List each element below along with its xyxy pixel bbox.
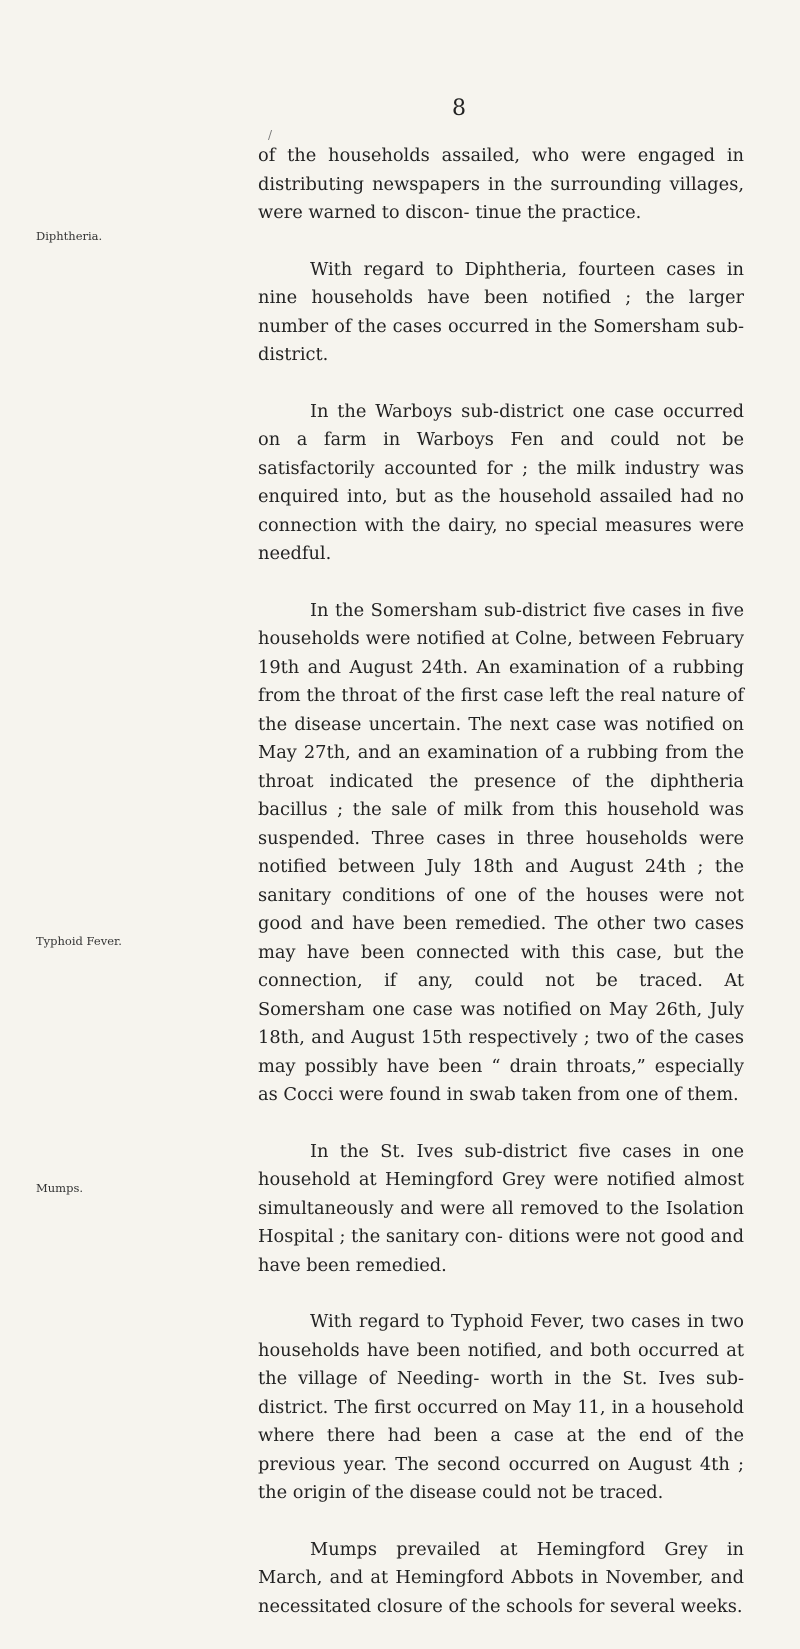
margin-note-typhoid-fever: Typhoid Fever. [36,934,122,948]
body-text [258,142,744,1649]
margin-note-diphtheria: Diphtheria. [36,229,103,243]
paragraph-warboys: In the Warboys sub-district one case occurred on a farm in Warboys Fen and could not be satisfactorily accounted for ; the milk industry was enquired into, but as the household assailed had no connection with the dairy, no special measures were needful. [258,400,744,564]
paragraph-somersham: In the Somersham sub-district five cases in five households were notified at Colne, between February 19th and August 24th. An examination of a rubbing from the throat of the first case left the real nature of the disease uncertain. The next case was notified on May 27th, and an examination of a rubbing from the throat indicated the presence of the diphtheria bacillus ; the sale of milk from this household was suspended. Three cases in three households were notified between July 18th and August 24th ; the sanitary conditions of one of the houses were not good and have been remedied. The other two cases may have been connected with this case, but the connection, if any, could not be traced. At Somersham one case was notified on May 26th, July 18th, and August 15th respectively ; two of the cases may possibly have been “ drain throats,” especially as Cocci were found in swab taken from one of them. [258,599,744,1105]
paragraph-typhoid-fever: With regard to Typhoid Fever, two cases in two households have been notified, and both occurred at the village of Needing- worth in the St. Ives sub-district. The first occurred on May 11, in a household where there had been a case at the end of the previous year. The second occurred on August 4th ; the origin of the disease could not be traced. [258,1311,744,1503]
page-number: 8 [452,96,466,121]
paragraph-mumps: Mumps prevailed at Hemingford Grey in March, and at Hemingford Abbots in November, and necessitated closure of the schools for several weeks. [258,1538,744,1617]
margin-note-mumps: Mumps. [36,1181,84,1195]
paragraph-diphtheria-summary: With regard to Diphtheria, fourteen cases in nine households have been notified ; the larger number of the cases occurred in the Somersham sub-district. [258,258,744,365]
paragraph-st-ives: In the St. Ives sub-district five cases in one household at Hemingford Grey were notified almost simultaneously and were all removed to the Isolation Hospital ; the sanitary con- ditions were not good and have been remedied. [258,1140,744,1276]
stray-mark: / [268,128,273,142]
paragraph-households-warned: of the households assailed, who were engaged in distributing newspapers in the surrounding villages, were warned to discon- tinue the practice. [258,145,744,223]
